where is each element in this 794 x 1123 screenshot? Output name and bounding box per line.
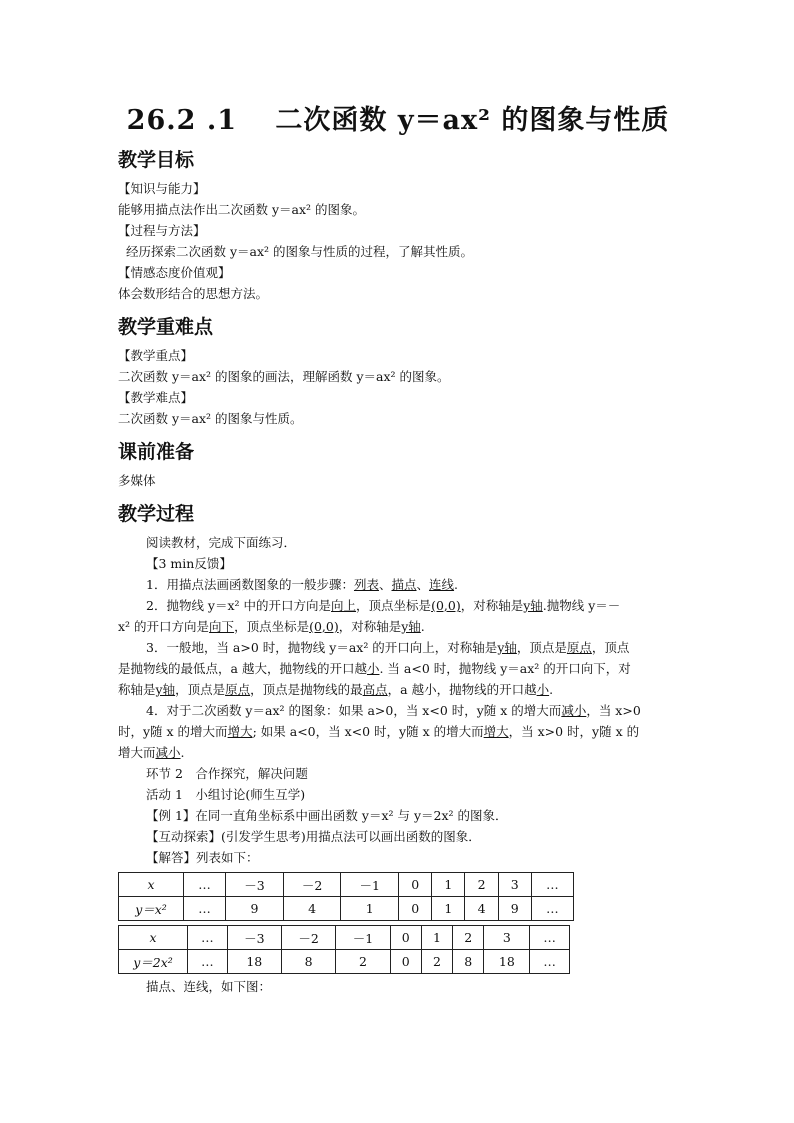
- table-cell: y＝x²: [119, 897, 184, 921]
- table-cell: …: [531, 873, 573, 897]
- table-cell: 9: [226, 897, 284, 921]
- table-cell: …: [188, 926, 228, 950]
- page-title: 26.2 .1 二次函数 y＝ax² 的图象与性质: [126, 105, 670, 136]
- table-cell: 2: [336, 950, 390, 974]
- table-cell: 1: [341, 897, 399, 921]
- question-4-cont-1: 时，y随 x 的增大而增大; 如果 a<0，当 x<0 时，y随 x 的增大而增大，当 x>0 时，y随 x 的: [118, 724, 640, 739]
- table-row: [119, 897, 574, 921]
- section-heading-goals: 教学目标: [118, 149, 195, 171]
- table-cell: 18: [484, 950, 530, 974]
- table-cell: 18: [227, 950, 281, 974]
- question-4: 4．对于二次函数 y＝ax² 的图象：如果 a>0，当 x<0 时，y随 x 的增大而减小，当 x>0: [146, 703, 641, 718]
- table-cell: …: [188, 950, 228, 974]
- table-cell: －1: [336, 926, 390, 950]
- table-cell: 2: [465, 873, 498, 897]
- table-cell: 1: [432, 897, 465, 921]
- goal-heading-method: 【过程与方法】: [118, 223, 206, 238]
- activity-1-heading: 活动 1 小组讨论(师生互学): [146, 787, 306, 802]
- table-cell: 0: [390, 926, 421, 950]
- table-cell: …: [531, 897, 573, 921]
- table-cell: y＝2x²: [119, 950, 188, 974]
- example-1: 【例 1】在同一直角坐标系中画出函数 y＝x² 与 y＝2x² 的图象．: [146, 808, 508, 823]
- final-instruction: 描点、连线，如下图：: [146, 979, 272, 994]
- table-cell: 2: [453, 926, 484, 950]
- section-heading-preparation: 课前准备: [118, 441, 195, 463]
- goal-text-method: 经历探索二次函数 y＝ax² 的图象与性质的过程，了解其性质。: [126, 244, 474, 259]
- process-feedback: 【3 min反馈】: [146, 556, 232, 571]
- question-2: 2．抛物线 y＝x² 中的开口方向是向上，顶点坐标是(0,0)，对称轴是y轴.抛物线 y＝－: [146, 598, 621, 613]
- table-cell: 4: [465, 897, 498, 921]
- table-cell: …: [530, 950, 570, 974]
- table-cell: 4: [283, 897, 341, 921]
- key-heading-focus: 【教学重点】: [118, 348, 194, 363]
- value-table-y-2x2: [118, 925, 570, 974]
- preparation-text: 多媒体: [118, 473, 156, 488]
- interactive-explore: 【互动探索】(引发学生思考)用描点法可以画出函数的图象．: [146, 829, 481, 844]
- question-3: 3．一般地，当 a>0 时，抛物线 y＝ax² 的开口向上，对称轴是y轴，顶点是原点，顶点: [146, 640, 630, 655]
- table-cell: x: [119, 873, 184, 897]
- document-page: [118, 98, 678, 997]
- table-cell: －2: [283, 873, 341, 897]
- table-cell: －3: [227, 926, 281, 950]
- section-heading-key-points: 教学重难点: [118, 316, 214, 338]
- table-cell: …: [184, 897, 226, 921]
- goal-heading-attitude: 【情感态度价值观】: [118, 265, 231, 280]
- link-2-heading: 环节 2 合作探究，解决问题: [146, 766, 308, 781]
- table-cell: 0: [390, 950, 421, 974]
- table-cell: 2: [421, 950, 452, 974]
- section-heading-process: 教学过程: [118, 503, 195, 525]
- goal-heading-knowledge: 【知识与能力】: [118, 181, 206, 196]
- answer-heading: 【解答】列表如下：: [146, 850, 259, 865]
- table-cell: －3: [226, 873, 284, 897]
- question-3-cont-1: 是抛物线的最低点，a 越大，抛物线的开口越小. 当 a<0 时，抛物线 y＝ax² 的开口向下，对: [118, 661, 631, 676]
- table-cell: －1: [341, 873, 399, 897]
- question-4-cont-2: 增大而减小.: [118, 745, 185, 760]
- table-cell: －2: [281, 926, 335, 950]
- table-cell: 3: [498, 873, 531, 897]
- table-cell: …: [184, 873, 226, 897]
- table-cell: 8: [453, 950, 484, 974]
- question-3-cont-2: 称轴是y轴，顶点是原点，顶点是抛物线的最高点，a 越小，抛物线的开口越小.: [118, 682, 554, 697]
- goal-text-attitude: 体会数形结合的思想方法。: [118, 286, 269, 301]
- table-cell: x: [119, 926, 188, 950]
- key-heading-difficulty: 【教学难点】: [118, 390, 194, 405]
- goal-text-knowledge: 能够用描点法作出二次函数 y＝ax² 的图象。: [118, 202, 366, 217]
- question-2-cont: x² 的开口方向是向下，顶点坐标是(0,0)，对称轴是y轴.: [118, 619, 425, 634]
- table-cell: 1: [421, 926, 452, 950]
- table-row: [119, 926, 570, 950]
- key-text-focus: 二次函数 y＝ax² 的图象的画法，理解函数 y＝ax² 的图象。: [118, 369, 450, 384]
- table-row: [119, 873, 574, 897]
- process-intro: 阅读教材，完成下面练习．: [146, 535, 297, 550]
- table-cell: 8: [281, 950, 335, 974]
- value-table-y-x2: [118, 872, 574, 921]
- key-text-difficulty: 二次函数 y＝ax² 的图象与性质。: [118, 411, 303, 426]
- table-cell: 1: [432, 873, 465, 897]
- table-cell: 0: [399, 897, 432, 921]
- question-1: 1．用描点法画函数图象的一般步骤：列表、描点、连线.: [146, 577, 459, 592]
- table-row: [119, 950, 570, 974]
- table-cell: 0: [399, 873, 432, 897]
- table-cell: 9: [498, 897, 531, 921]
- table-cell: …: [530, 926, 570, 950]
- table-cell: 3: [484, 926, 530, 950]
